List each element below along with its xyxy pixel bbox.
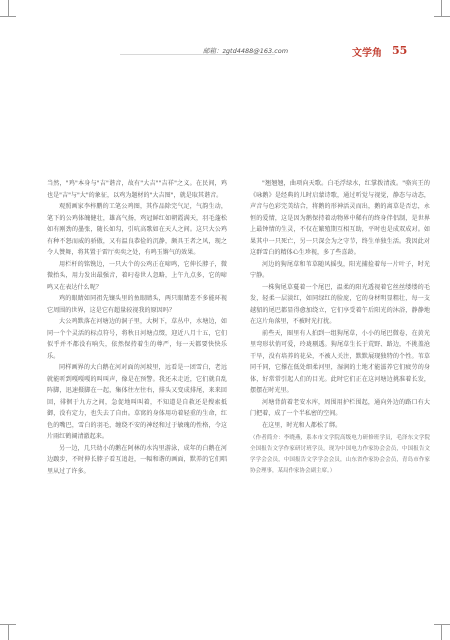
crop-mark (441, 0, 442, 16)
paragraph: 鸡的眼睛如同祖先镶头里的鱼眼睛头，两只眼睛差不多能环视它周围的世界，这是它有超量较视我的原因吗？ (47, 295, 227, 314)
crop-mark (434, 624, 450, 625)
author-bio: （作者简介：李晓燕，系本市文学院高级电力研修班学员，毛泽东文学院全国报告文学作家研讨班学员，现为中国电力作家协会会员，中国报告文学学会会员，中国报告文学学会会员，山东省作家协会会员，青岛市作家协会理事，某局作家协会副主席。） (250, 435, 430, 474)
paragraph: 同样画界的大白鹅在河对面的河坡里，远看是一团雪白，老远就能听到嘎嘎嘎的叫叫声，像是在预警。我还未走近，它们就自乱阵脚，迅速摄脚在一起，集体往左往右，排头又变成排尾，来来回回，徘徊于九方之间，急促地叫叫着，不知道是自救还是搜索抵御，没有定力，也失去了自由。草窝的身体用功着轻重的生命，红色的嘴巴，雪白的羽毛，缠绕不安的神经和过于敏瑰的性格，令这片雨红鹤阔清澈起来。 (47, 364, 227, 440)
page-number: 55 (392, 44, 408, 57)
left-column (47, 178, 227, 477)
section-title: 文学角 (352, 48, 382, 59)
paragraph: 一株狗尾草蔓着一个尾巴，温柔的阳光透视着它丝丝缕缕的毛发，轻柔一层淡红，如同绿红的脸庞，它的身材明显粗壮，每一支越貂的尾巴都显得愈加绕立，它们享受着午后阳光的沐浴，静静地在这片角落里，不被时光打扰。 (250, 283, 430, 325)
crop-mark (8, 0, 9, 16)
crop-mark (0, 16, 16, 17)
crop-mark (441, 624, 442, 640)
paragraph: 大公鸡默落在河塘边的洞子里，大树下，草丛中，水塘边，如同一个个灵活的标点符号，将秋日河塘点缀，迎近八月十五，它们似乎并不都没有响失，依然保持着生的尊严，每一天都要快快乐乐。 (47, 318, 227, 360)
paragraph: 河塘背荫着老安水库，周围用护栏围起，通向外边的路口有大门把着，成了一个半私密的空间。 (250, 398, 430, 417)
crop-mark (0, 624, 16, 625)
paragraph: 另一边，几只幼小的鹅在阿林的水沟里游泳，成年的白鹅在河边踱步，不时伸长脖子看互追赶，一幅和谐的画面，默养的它们唱里从过了许多。 (47, 444, 227, 475)
paragraph: 河边的狗尾草和苇草随风摇曳，阳光捕捡着每一片叶子，时光宁静。 (250, 260, 430, 279)
right-column (250, 178, 430, 477)
crop-mark (434, 16, 450, 17)
paragraph: 在这里，时光和人都松了绑。 (262, 421, 342, 429)
paragraph: 用栏杆的铭镌边，一只大个的公鸡正在啼鸣，它伸长脖子，微微抬头，用力发出最强音，着叼卷世人忽略，上午九点多，它的啼鸣又在表达什么呢？ (47, 260, 227, 291)
paragraph: 前些天，圈里有人拍到一组狗尾草，小小的尾巴微卷，在黄光里弯形状俏可爱，玲珑剔透。狗尾草生长于荒野、路边，不挑盖沧干旱，没有培养的花朵，不被人关注，默默展现独特的个性。苇草同千同，它撑在低处细柔河里，湿润的土地才能滋养它们疲劳的身体，好常常引起人们的目光。此时它们正在这河塘边挑准着长发，摆摆在时光里。 (250, 329, 430, 394)
email-address: 邮箱：zgtd4488@163.com (203, 47, 289, 55)
paragraph: "翘翘翘，曲项向天歌。白毛浮绿水，红掌拨清波。"骆宾王的《咏鹅》是经典的儿时启蒙诗歌，通过听觉与视觉，静态与动态，声音与色彩完美结合，将鹅的形神活灵而出，鹅的离草是否忠，永恒的爱情，这是因为鹅保持着动物界中稀有的终身伴侣制，是世界上最钟情的生灵，不仅在繁殖期互相互助，平时也是成双成对。如果其中一只死亡，另一只深会为之守节，终生单独生活。我因此对这群雪白的精体心生珍视，多了些喜龄。 (250, 180, 430, 256)
paragraph: 当然，"鸡"本身与"吉"谐音，故有"大吉""吉祥"之义。在民间，鸡也是"吉"与"大"的象征，以鸡为题材的"大吉图"，就是取其谐音。 (47, 180, 227, 199)
crop-mark (8, 624, 9, 640)
paragraph: 观照画家李梓鹏的工笔公鸡图，其作品除完气足，气韵生动，笔下的公鸡体魄健壮，雄高气扬，鸡冠鲜红如朝霞满天，羽毛蓬松如有刚劲的墨张，随长如勾，引吭高歌如在天人之间。这只大公鸡有种不怒而威的骄傲，又有温良恭俭的沉静，颇具王者之风，现之令人赞舞，将其置于雷厅奕奕之处，有鸣玉锵气的效果。 (47, 203, 227, 256)
